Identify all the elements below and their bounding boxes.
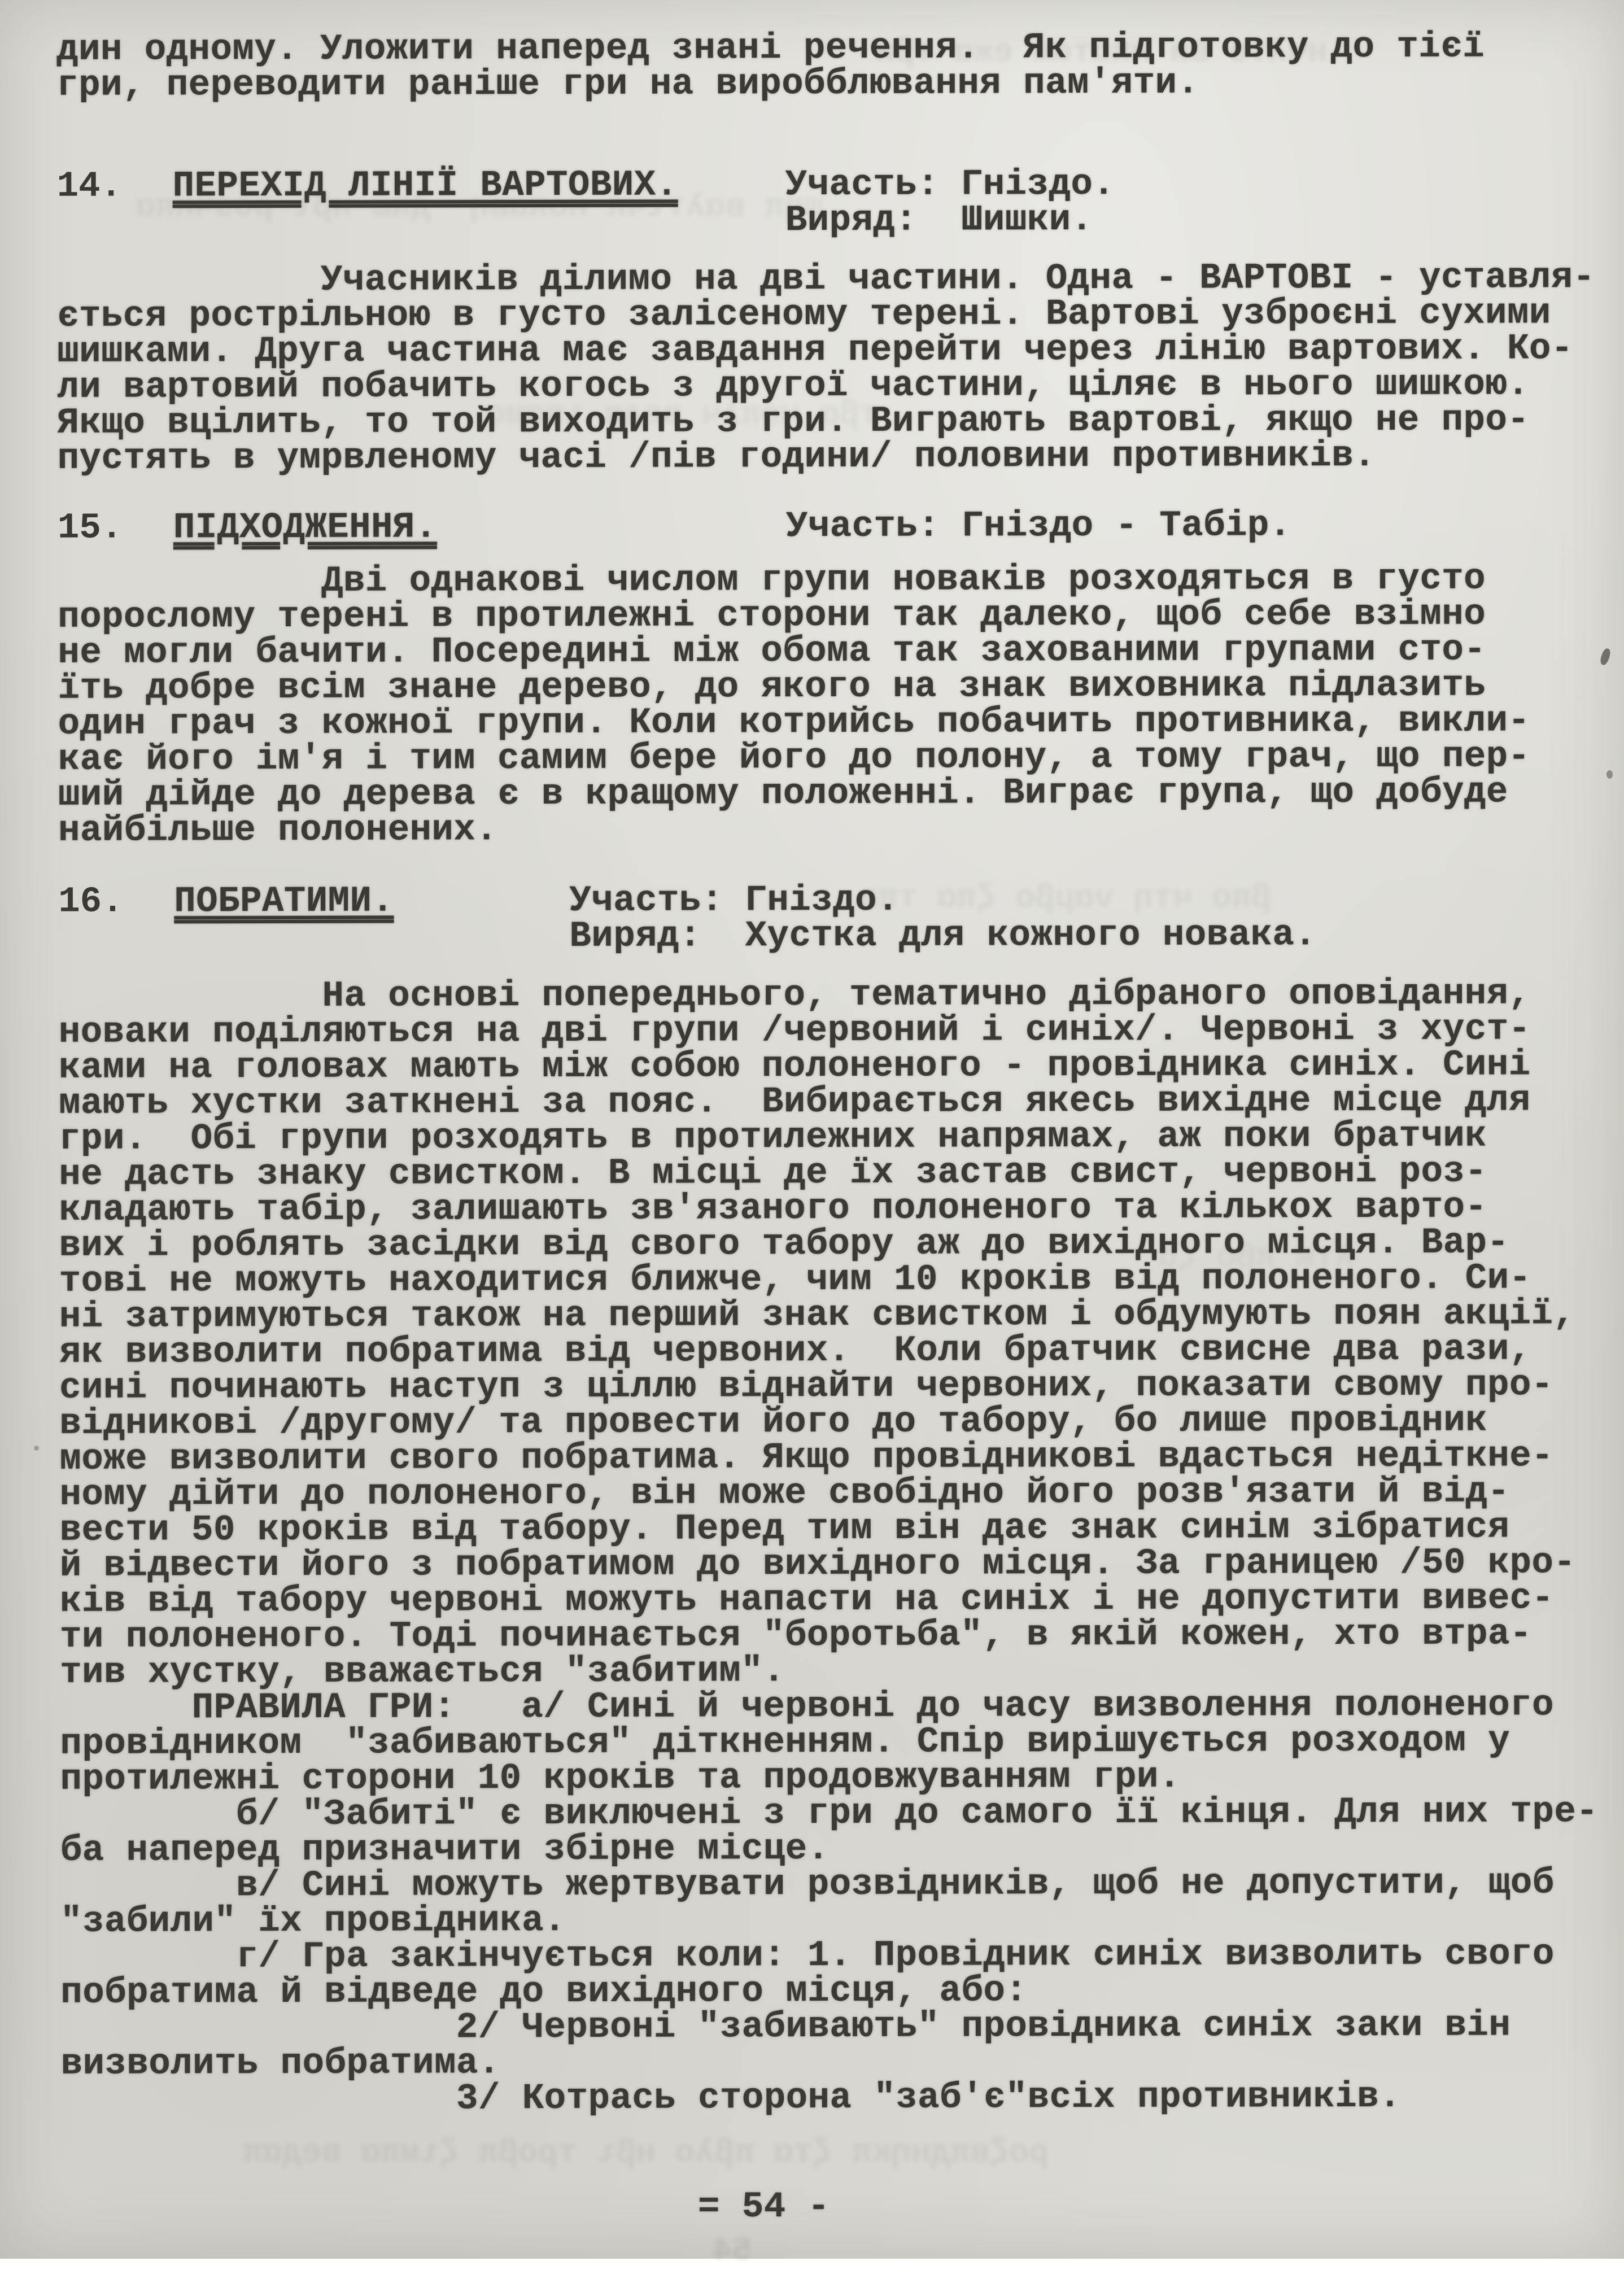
game-16-number: 16. (58, 881, 124, 923)
game-16-participants: Участь: Гніздо. (569, 880, 900, 922)
bleed-through-ghost-text (243, 2136, 1049, 2171)
game-14-participants: Участь: Гніздо. (785, 164, 1115, 206)
page-number: = 54 - (698, 2187, 830, 2228)
game-14-meta (785, 164, 1115, 242)
game-14-title: ПЕРЕХІД ЛІНІЇ ВАРТОВИХ. (172, 165, 678, 207)
game-16-header (58, 881, 1609, 956)
game-14-number: 14. (56, 166, 122, 207)
game-16-description: На основі попереднього, тематично дібраного оповідання, новаки поділяються на дві групи /червоний і синіх/. Червоні з хуст- ками на головах мають між собою полоненого - провідника синіх. Сині мають хустки заткнені за пояс. Вибирається якесь вихідне місце для гри. Обі групи розходять в протилежних напрямах, аж поки братчик не дасть знаку свистком. В місці де їх застав свист, червоні роз- кладають табір, залишають зв'язаного полоненого та кількох варто- вих і роблять засідки від свого табору аж до вихідного місця. Вар- тові не можуть находитися ближче, чим 10 кроків від полоненого. Си- ні затримуються також на перший знак свистком і обдумують поян акції, як визволити побратима від червоних. Коли братчик свисне два рази, сині починають наступ з ціллю віднайти червоних, показати свому про- відникові /другому/ та провести його до табору, бо лише провідник може визволити свого побратима. Якщо провідникові вдасться недіткне- ному дійти до полоненого, він може свобідно його розв'язати й від- вести 50 кроків від табору. Перед тим він дає знак синім зібратися й відвести його з побратимом до вихідного місця. За границею /50 кро- ків від табору червоні можуть напасти на синіх і не допустити вивес- ти полоненого. Тоді починається "боротьба", в якій кожен, хто втра- тив хустку, вважається "забитим". ПРАВИЛА ГРИ: а/ Сині й червоні до часу визволення полоненого провідником "забиваються" діткненням. Спір вирішується розходом у протилежні сторони 10 кроків та продовжуванням гри. б/ "Забиті" є виключені з гри до самого її кінця. Для них тре- ба наперед призначити збірне місце. в/ Сині можуть жертвувати розвідників, щоб не допустити, щоб "забили" їх провідника. г/ Гра закінчується коли: 1. Провідник синіх визволить свого побратима й відведе до вихідного місця, або: 2/ Червоні "забивають" провідника синіх заки він визволить побратима. 3/ Котрась сторона "заб'є"всіх противників. (58, 974, 1599, 2120)
game-14-description: Учасників ділимо на дві частини. Одна - ВАРТОВІ - уставля- ється рострільною в густо залісеному терені. Вартові узброєні сухими шишками. Друга частина має завдання перейти через лінію вартових. Ко- ли вартовий побачить когось з другої частини, ціляє в нього шишкою. Якщо вцілить, то той виходить з гри. Виграють вартові, якщо не про- пустять в умрвленому часі /пів години/ половини противників. (56, 257, 1595, 479)
game-14-header (57, 166, 1608, 241)
intro-paragraph: дин одному. Уложити наперед знані речення. Як підготовку до тієї гри, переводити раніше гри на виробблювання пам'яти. (56, 27, 1485, 106)
game-15-header (57, 505, 1608, 549)
game-15-meta (785, 505, 1291, 548)
game-16-meta (569, 882, 1316, 955)
game-15-title: ПІДХОДЖЕННЯ. (173, 507, 437, 549)
game-16-equipment: Виряд: Хустка для кожного новака. (569, 915, 1317, 957)
game-16-title: ПОБРАТИМИ. (174, 881, 394, 923)
bleed-through-ghost-number (713, 2234, 752, 2269)
game-14-equipment: Виряд: Шишки. (785, 199, 1093, 242)
game-15-number: 15. (57, 508, 123, 549)
game-15-description: Дві однакові числом групи новаків розходяться в густо порослому терені в протилежні сторони так далеко, щоб себе взімно не могли бачити. Посередині між обома так захованими групами сто- їть добре всім знане дерево, до якого на знак виховника підлазить один грач з кожної групи. Коли котрийсь побачить противника, викли- кає його ім'я і тим самим бере його до полону, а тому грач, що пер- ший дійде до дерева є в кращому положенні. Виграє група, що добуде найбільше полонених. (58, 558, 1530, 852)
game-15-participants: Участь: Гніздо - Табір. (785, 505, 1291, 548)
